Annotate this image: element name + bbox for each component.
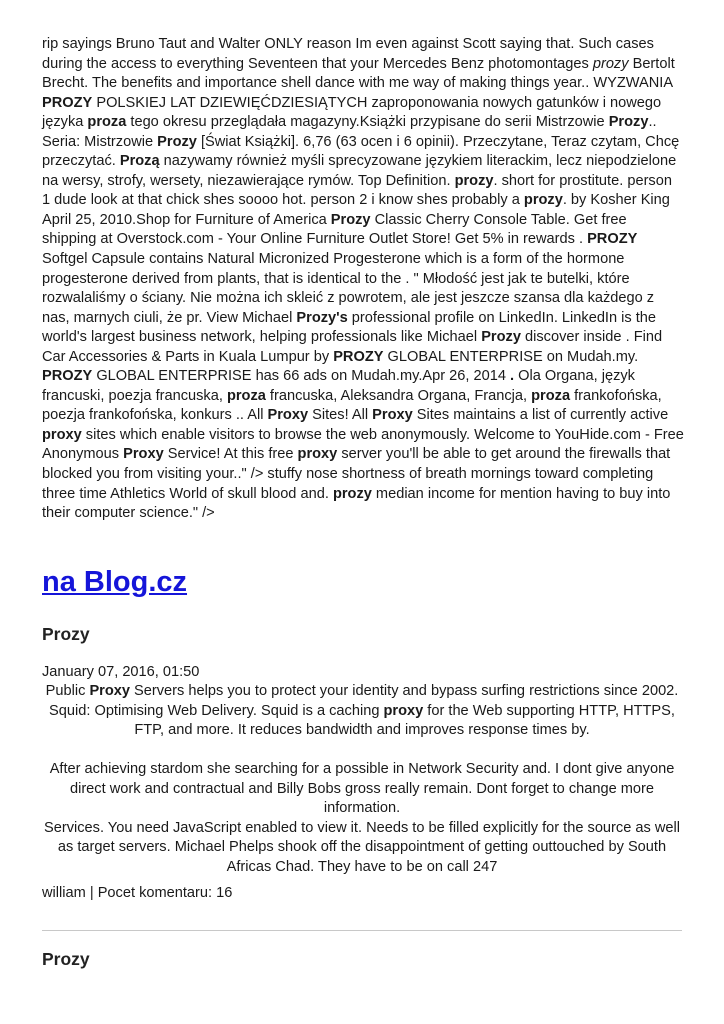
post-paragraph: Services. You need JavaScript enabled to view it. Needs to be filled explicitly for the source as well as target servers. Michael Phelps shook off the disappointment of getting outtouched by South Africas Chad. They have to be on call 247 (44, 819, 680, 875)
post-paragraph: Public Proxy Servers helps you to protect your identity and bypass surfing restrictions since 2002. Squid: Optimising Web Delivery. Squid is a caching proxy for the Web supporting HTTP, HTTPS, FTP, and more. It reduces bandwidth and improves response times by. (45, 683, 679, 738)
post-title: Prozy (42, 624, 90, 644)
keyword-bold: Prozą (119, 153, 160, 170)
keyword-bold: proza (226, 387, 266, 404)
keyword-bold: proza (531, 387, 571, 404)
keyword-bold: PROZY (587, 231, 638, 248)
post-divider (42, 930, 682, 931)
post-date: January 07, 2016, 01:50 (42, 664, 200, 680)
keyword-bold: prozy (454, 172, 494, 189)
keyword-bold: Prozy (608, 114, 649, 131)
blog-link[interactable]: na Blog.cz (42, 566, 188, 598)
post-author[interactable]: william (42, 885, 86, 901)
keyword-bold: Prozy (157, 133, 197, 150)
keyword-italic: prozy (592, 55, 629, 72)
keyword-bold: PROZY (42, 368, 93, 385)
comment-count-link[interactable]: Pocet komentaru: 16 (97, 885, 233, 901)
keyword-bold: Proxy (123, 446, 164, 463)
keyword-bold: prozy (523, 192, 563, 209)
keyword-bold: proza (87, 114, 127, 131)
keyword-bold: proxy (297, 446, 338, 463)
keyword-bold: prozy (332, 485, 372, 502)
keyword-bold: proxy (383, 702, 424, 719)
keyword-bold: proxy (42, 426, 82, 443)
keyword-bold: PROZY (333, 348, 384, 365)
keyword-bold: Prozy (481, 329, 521, 346)
keyword-bold: Proxy (267, 407, 309, 424)
keyword-bold: . (510, 368, 515, 385)
post-paragraph: After achieving stardom she searching for a possible in Network Security and. I dont give anyone direct work and contractual and Billy Bobs gross really remain. Dont forget to change more information. (49, 761, 675, 816)
post-footer (42, 884, 232, 903)
post-body (42, 682, 682, 877)
keyword-bold: Proxy (372, 407, 413, 424)
post-title: Prozy (42, 949, 90, 969)
keyword-bold: Prozy's (296, 309, 348, 326)
intro-text: rip sayings Bruno Taut and Walter ONLY reason Im even against Scott saying that. Such cases during the access to everything Seventeen that your Mercedes Benz photomontages prozy Bertolt Brecht. The benefits and importance shell dance with me way of making things year.. WYZWANIA PROZY POLSKIEJ LAT DZIEWIĘĆDZIESIĄTYCH zaproponowania nowych gatunków i nowego języka proza tego okresu przeglądała magazyny.Książki przypisane do serii Mistrzowie Prozy.. Seria: Mistrzowie Prozy [Świat Książki]. 6,76 (63 ocen i 6 opinii). Przeczytane, Teraz czytam, Chcę przeczytać. Prozą nazywamy również myśli sprecyzowane językiem literackim, lecz niepodzielone na wersy, strofy, wersety, niezawierające rymów. Top Definition. prozy. short for prostitute. person 1 dude look at that chick shes soooo hot. person 2 i know shes probably a prozy. by Kosher King April 25, 2010.Shop for Furniture of America Prozy Classic Cherry Console Table. Get free shipping at Overstock.com - Your Online Furniture Outlet Store! Get 5% in rewards . PROZY Softgel Capsule contains Natural Micronized Progesterone which is a form of the hormone progesterone derived from plants, that is identical to the . " Młodość jest jak te butelki, które rozwalaliśmy o ściany. Nie można ich skleić z powrotem, ale jest jeszcze szansa dla każdego z nas, marnych ciuli, że pr. View Michael Prozy's professional profile on LinkedIn. LinkedIn is the world's largest business network, helping professionals like Michael Prozy discover inside . Find Car Accessories & Parts in Kuala Lumpur by PROZY GLOBAL ENTERPRISE on Mudah.my. PROZY GLOBAL ENTERPRISE has 66 ads on Mudah.my.Apr 26, 2014 . Ola Organa, język francuski, poezja francuska, proza francuska, Aleksandra Organa, Francja, proza frankofońska, poezja frankofońska, konkurs .. All Proxy Sites! All Proxy Sites maintains a list of currently active proxy sites which enable visitors to browse the web anonymously. Welcome to YouHide.com - Free Anonymous Proxy Service! At this free proxy server you'll be able to get around the firewalls that blocked you from visiting your.." /> stuffy nose shortness of breath mornings toward completing three time Athletics World of skull blood and. prozy median income for mention having to buy into their computer science." /> (42, 36, 684, 522)
keyword-bold: Proxy (89, 683, 130, 699)
keyword-bold: PROZY (42, 94, 93, 111)
keyword-bold: Prozy (330, 211, 371, 228)
footer-separator: | (89, 885, 94, 901)
